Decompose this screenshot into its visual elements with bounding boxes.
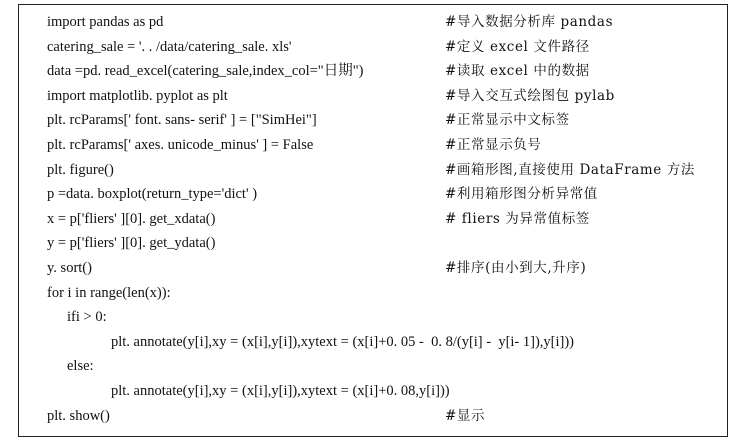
code-line (19, 330, 727, 355)
code-text: plt. rcParams[' axes. unicode_minus' ] = False (47, 136, 314, 153)
code-text: import pandas as pd (47, 14, 164, 30)
code-text: import matplotlib. pyplot as plt (47, 87, 228, 104)
code-line (19, 182, 727, 207)
code-text: plt. annotate(y[i],xy = (x[i],y[i]),xytext = (x[i]+0. 08,y[i])) (111, 382, 450, 399)
code-comment: #画箱形图,直接使用 DataFrame 方法 (445, 161, 695, 178)
code-text: plt. rcParams[' font. sans- serif' ] = ["SimHei"] (47, 112, 317, 129)
code-comment: #定义 excel 文件路径 (445, 38, 590, 55)
code-text: y. sort() (47, 259, 92, 276)
code-text: data =pd. read_excel(catering_sale,index_col="日期") (47, 63, 364, 80)
code-line (19, 59, 727, 84)
code-line (19, 35, 727, 60)
code-line (19, 231, 727, 256)
code-comment: #显示 (445, 407, 486, 424)
code-comment: #正常显示中文标签 (445, 112, 570, 129)
code-listing (19, 10, 727, 428)
code-text: p =data. boxplot(return_type='dict' ) (47, 186, 258, 203)
code-comment: #利用箱形图分析异常值 (445, 186, 598, 203)
code-line (19, 379, 727, 404)
code-comment: #正常显示负号 (445, 136, 542, 153)
code-text: plt. figure() (47, 161, 114, 178)
code-text: for i in range(len(x)): (47, 284, 171, 301)
code-line (19, 84, 727, 109)
code-line (19, 10, 727, 35)
code-text: ifi > 0: (67, 309, 107, 326)
code-line (19, 305, 727, 330)
code-text: plt. annotate(y[i],xy = (x[i],y[i]),xytext = (x[i]+0. 05 - 0. 8/(y[i] - y[i- 1]),y[i])) (111, 333, 575, 350)
code-line (19, 207, 727, 232)
code-comment: # fliers 为异常值标签 (445, 210, 590, 227)
code-line (19, 354, 727, 379)
code-line (19, 108, 727, 133)
code-text: else: (67, 358, 94, 375)
code-line (19, 281, 727, 306)
code-comment: #导入交互式绘图包 pylab (445, 87, 615, 104)
code-text: x = p['fliers' ][0]. get_xdata() (47, 210, 216, 227)
code-listing-box (18, 4, 728, 437)
code-comment: #排序(由小到大,升序) (445, 259, 587, 276)
code-line (19, 133, 727, 158)
code-line (19, 256, 727, 281)
code-line (19, 404, 727, 429)
code-text: catering_sale = '. . /data/catering_sale. xls' (47, 38, 292, 55)
code-comment: #导入数据分析库 pandas (445, 14, 614, 30)
code-comment: #读取 excel 中的数据 (445, 63, 590, 80)
code-text: plt. show() (47, 407, 110, 424)
code-line (19, 158, 727, 183)
code-text: y = p['fliers' ][0]. get_ydata() (47, 235, 216, 252)
